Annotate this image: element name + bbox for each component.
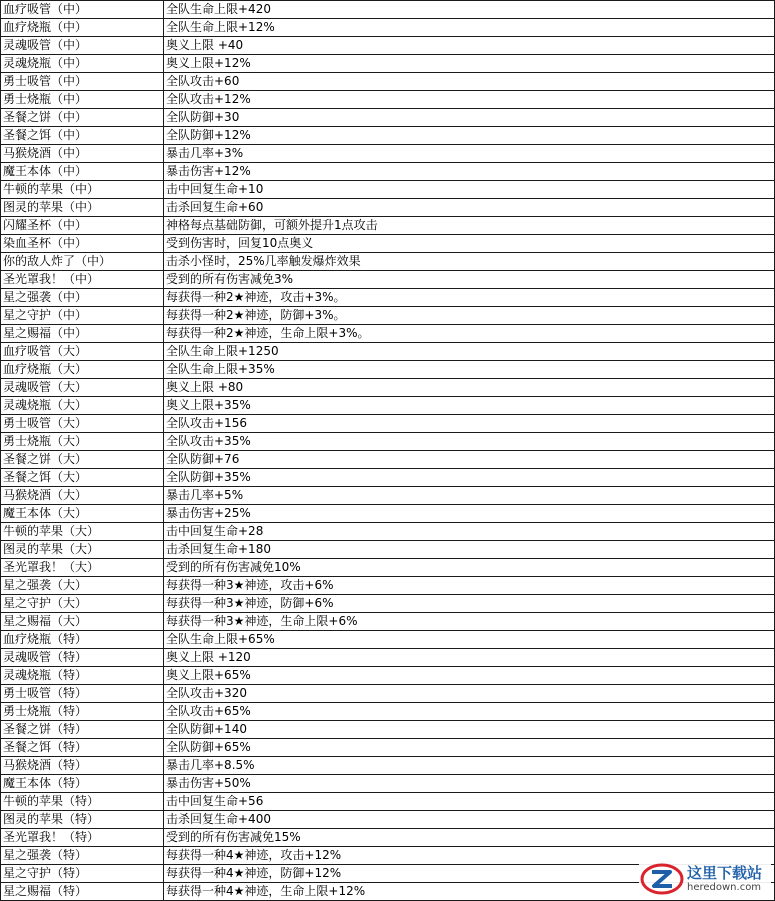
item-name-cell: 星之强袭（中） [1,289,164,307]
table-row [1,325,775,343]
table-row [1,145,775,163]
item-name-cell: 染血圣杯（中） [1,235,164,253]
item-name-cell: 血疗烧瓶（特） [1,631,164,649]
table-row [1,559,775,577]
table-row [1,307,775,325]
item-effect-cell: 全队防御+35% [164,469,775,487]
item-effect-cell: 全队攻击+35% [164,433,775,451]
item-name-cell: 血疗烧瓶（大） [1,361,164,379]
item-name-cell: 灵魂烧瓶（特） [1,667,164,685]
item-effect-cell: 每获得一种2★神迹，防御+3%。 [164,307,775,325]
item-effect-cell: 全队防御+76 [164,451,775,469]
item-effect-cell: 全队攻击+65% [164,703,775,721]
table-row [1,37,775,55]
table-row [1,433,775,451]
item-effect-cell: 暴击几率+8.5% [164,757,775,775]
item-effect-cell: 全队攻击+12% [164,91,775,109]
item-name-cell: 圣餐之饼（中） [1,109,164,127]
item-name-cell: 灵魂吸管（大） [1,379,164,397]
table-row [1,127,775,145]
table-row [1,451,775,469]
item-effect-cell: 全队生命上限+1250 [164,343,775,361]
item-name-cell: 圣光罩我！（特） [1,829,164,847]
item-name-cell: 血疗吸管（中） [1,1,164,19]
item-effect-cell: 每获得一种3★神迹，生命上限+6% [164,613,775,631]
item-name-cell: 勇士吸管（中） [1,73,164,91]
item-name-cell: 勇士烧瓶（特） [1,703,164,721]
item-effect-cell: 暴击几率+3% [164,145,775,163]
table-row [1,397,775,415]
table-row [1,667,775,685]
table-row [1,793,775,811]
item-name-cell: 星之守护（大） [1,595,164,613]
item-effect-cell: 击杀小怪时，25%几率触发爆炸效果 [164,253,775,271]
table-row [1,361,775,379]
item-name-cell: 圣光罩我！（大） [1,559,164,577]
table-row [1,829,775,847]
item-name-cell: 你的敌人炸了（中） [1,253,164,271]
table-row [1,73,775,91]
table-row [1,55,775,73]
table-row [1,505,775,523]
table-row [1,1,775,19]
table-row [1,253,775,271]
item-name-cell: 马猴烧酒（大） [1,487,164,505]
table-row [1,379,775,397]
item-effect-cell: 全队防御+140 [164,721,775,739]
item-effect-cell: 暴击伤害+12% [164,163,775,181]
item-name-cell: 魔王本体（大） [1,505,164,523]
item-effect-cell: 全队攻击+320 [164,685,775,703]
item-effect-cell: 暴击伤害+50% [164,775,775,793]
item-effect-cell: 每获得一种4★神迹，生命上限+12% [164,883,775,901]
table-row [1,577,775,595]
item-effect-cell: 奥义上限 +80 [164,379,775,397]
item-effect-cell: 奥义上限+65% [164,667,775,685]
item-effect-cell: 奥义上限 +40 [164,37,775,55]
item-name-cell: 牛顿的苹果（大） [1,523,164,541]
item-effect-cell: 击杀回复生命+180 [164,541,775,559]
table-row [1,91,775,109]
item-name-cell: 牛顿的苹果（中） [1,181,164,199]
item-name-cell: 血疗吸管（大） [1,343,164,361]
item-effect-cell: 击中回复生命+28 [164,523,775,541]
item-name-cell: 星之强袭（特） [1,847,164,865]
item-effect-cell: 奥义上限+35% [164,397,775,415]
table-row [1,685,775,703]
item-effect-cell: 全队攻击+60 [164,73,775,91]
item-effect-cell: 击中回复生命+10 [164,181,775,199]
table-row [1,757,775,775]
table-row [1,109,775,127]
item-name-cell: 星之守护（特） [1,865,164,883]
item-name-cell: 勇士烧瓶（大） [1,433,164,451]
item-name-cell: 勇士吸管（特） [1,685,164,703]
watermark-text [687,864,762,894]
item-name-cell: 牛顿的苹果（特） [1,793,164,811]
table-row [1,163,775,181]
watermark-title: 这里下载站 [687,864,763,882]
item-effect-cell: 全队防御+12% [164,127,775,145]
item-name-cell: 勇士吸管（大） [1,415,164,433]
item-name-cell: 魔王本体（中） [1,163,164,181]
item-effect-cell: 每获得一种3★神迹，攻击+6% [164,577,775,595]
item-name-cell: 灵魂吸管（中） [1,37,164,55]
table-row [1,289,775,307]
item-name-cell: 星之赐福（中） [1,325,164,343]
item-effect-cell: 击杀回复生命+400 [164,811,775,829]
item-effect-cell: 全队生命上限+65% [164,631,775,649]
item-effect-cell: 受到伤害时，回复10点奥义 [164,235,775,253]
item-name-cell: 图灵的苹果（大） [1,541,164,559]
table-row [1,631,775,649]
table-row [1,217,775,235]
table-row [1,721,775,739]
z-logo-icon [639,861,685,897]
item-effect-cell: 每获得一种3★神迹，防御+6% [164,595,775,613]
item-name-cell: 星之强袭（大） [1,577,164,595]
item-name-cell: 魔王本体（特） [1,775,164,793]
item-name-cell: 马猴烧酒（中） [1,145,164,163]
table-row [1,181,775,199]
item-name-cell: 圣餐之饵（特） [1,739,164,757]
item-name-cell: 闪耀圣杯（中） [1,217,164,235]
item-effect-cell: 每获得一种2★神迹，生命上限+3%。 [164,325,775,343]
table-row [1,739,775,757]
item-effect-cell: 全队生命上限+420 [164,1,775,19]
site-watermark [639,859,771,899]
item-effect-cell: 神格每点基础防御，可额外提升1点攻击 [164,217,775,235]
table-row [1,703,775,721]
item-effect-cell: 全队防御+30 [164,109,775,127]
item-effect-cell: 击中回复生命+56 [164,793,775,811]
item-effect-cell: 全队生命上限+35% [164,361,775,379]
table-row [1,523,775,541]
table-row [1,199,775,217]
item-name-cell: 图灵的苹果（特） [1,811,164,829]
table-row [1,613,775,631]
item-name-cell: 圣餐之饵（中） [1,127,164,145]
table-body [1,1,775,901]
item-effect-cell: 暴击几率+5% [164,487,775,505]
table-row [1,595,775,613]
item-name-cell: 灵魂烧瓶（大） [1,397,164,415]
table-row [1,811,775,829]
item-effect-cell: 每获得一种4★神迹，防御+12% [164,865,775,883]
item-name-cell: 圣光罩我！（中） [1,271,164,289]
item-name-cell: 图灵的苹果（中） [1,199,164,217]
table-row [1,19,775,37]
table-row [1,343,775,361]
table-row [1,271,775,289]
item-effect-cell: 暴击伤害+25% [164,505,775,523]
item-effect-cell: 受到的所有伤害减免10% [164,559,775,577]
item-effect-cell: 全队防御+65% [164,739,775,757]
table-row [1,415,775,433]
table-row [1,649,775,667]
item-name-cell: 星之赐福（特） [1,883,164,901]
table-row [1,235,775,253]
item-name-cell: 星之赐福（大） [1,613,164,631]
table-row [1,541,775,559]
item-effect-cell: 每获得一种4★神迹，攻击+12% [164,847,775,865]
item-name-cell: 血疗烧瓶（中） [1,19,164,37]
item-effect-cell: 每获得一种2★神迹，攻击+3%。 [164,289,775,307]
item-effect-cell: 奥义上限+12% [164,55,775,73]
item-name-cell: 勇士烧瓶（中） [1,91,164,109]
item-name-cell: 圣餐之饼（大） [1,451,164,469]
item-name-cell: 灵魂烧瓶（中） [1,55,164,73]
item-effect-cell: 奥义上限 +120 [164,649,775,667]
watermark-url: heredown.com [687,882,762,893]
item-effect-cell: 击杀回复生命+60 [164,199,775,217]
table-row [1,469,775,487]
item-name-cell: 马猴烧酒（特） [1,757,164,775]
item-name-cell: 圣餐之饼（特） [1,721,164,739]
item-effect-cell: 受到的所有伤害减免3% [164,271,775,289]
item-name-cell: 星之守护（中） [1,307,164,325]
item-effect-cell: 全队攻击+156 [164,415,775,433]
item-name-cell: 圣餐之饵（大） [1,469,164,487]
item-effect-cell: 受到的所有伤害减免15% [164,829,775,847]
table-row [1,775,775,793]
item-name-cell: 灵魂吸管（特） [1,649,164,667]
item-effect-cell: 全队生命上限+12% [164,19,775,37]
table-row [1,487,775,505]
